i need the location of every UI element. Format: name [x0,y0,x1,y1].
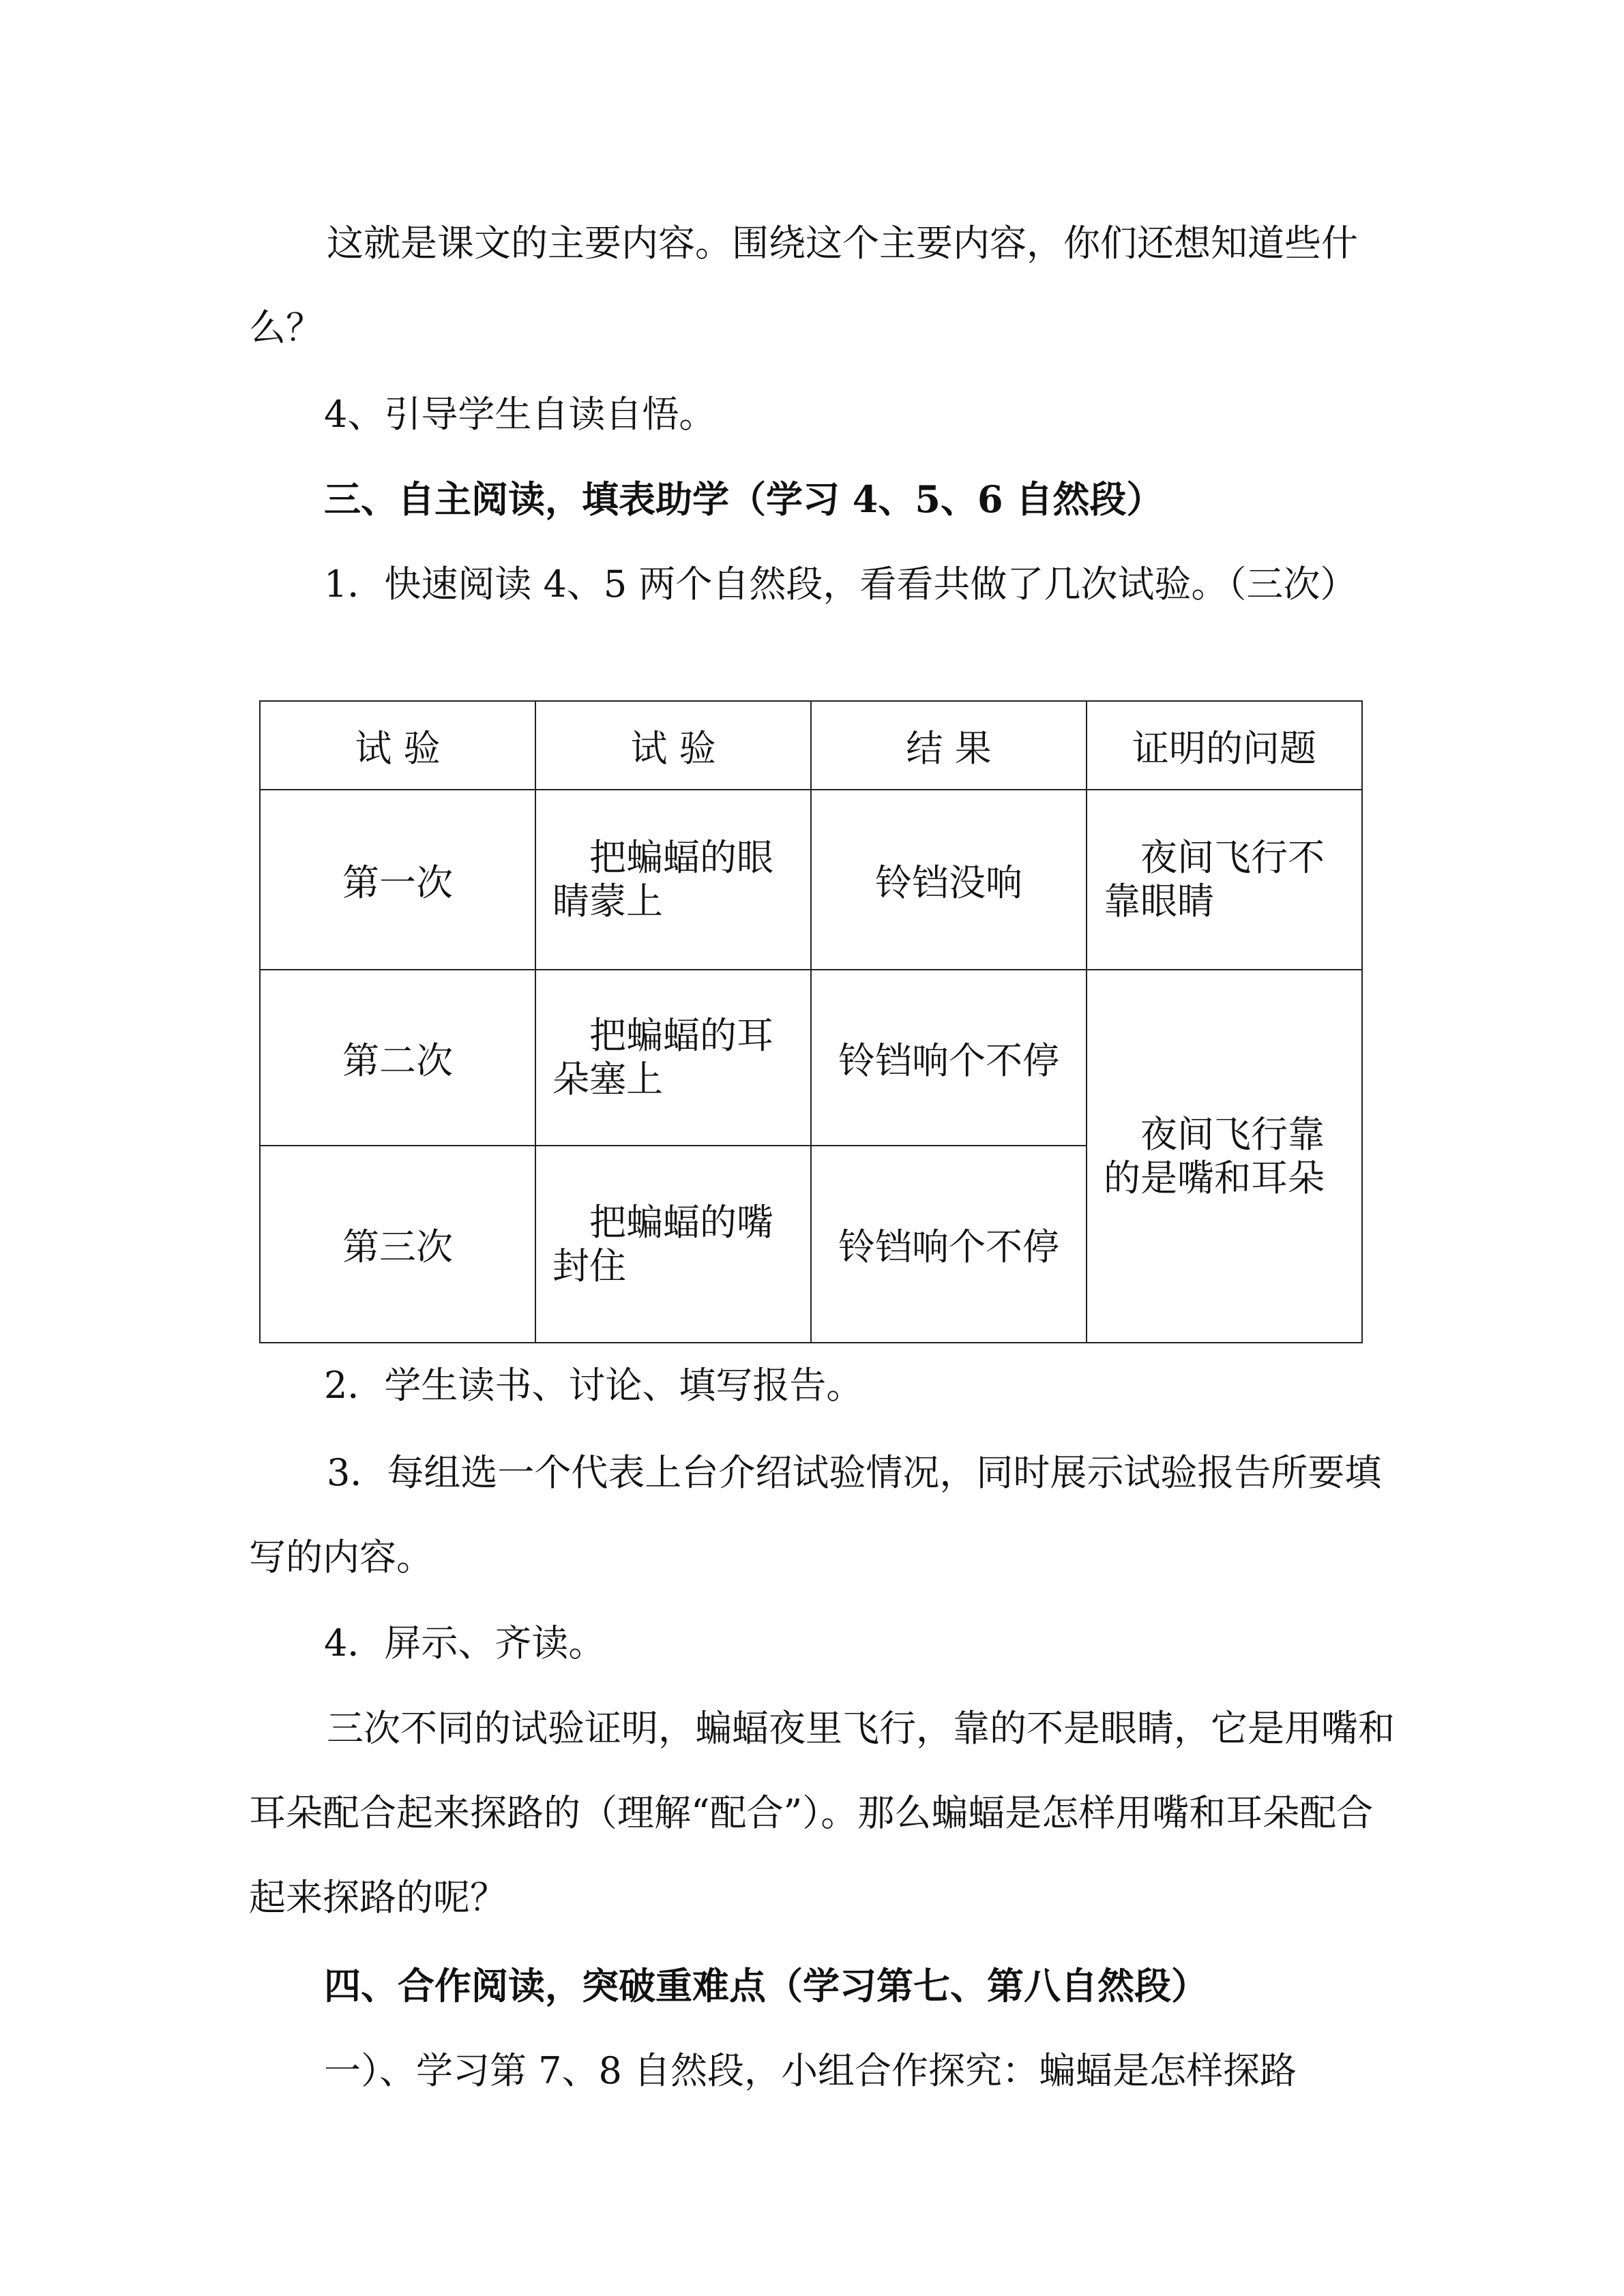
paragraph-quick-read: 1．快速阅读 4、5 两个自然段，看看共做了几次试验。（三次） [324,563,1357,606]
header-result: 结 果 [811,701,1087,790]
cell-action: 把蝙蝠的眼睛蒙上 [535,790,811,970]
paragraph-self-read: 4、引导学生自读自悟。 [324,393,716,436]
header-action: 试 验 [535,701,811,790]
cell-trial: 第二次 [260,970,535,1146]
cell-result: 铃铛响个不停 [811,1146,1087,1343]
cell-result: 铃铛响个不停 [811,970,1087,1146]
cell-trial: 第三次 [260,1146,535,1343]
cell-action: 把蝙蝠的嘴封住 [535,1146,811,1343]
header-proof: 证明的问题 [1087,701,1362,790]
cell-result: 铃铛没响 [811,790,1087,970]
paragraph-discuss: 2．学生读书、讨论、填写报告。 [324,1364,863,1407]
paragraph-main-content: 这就是课文的主要内容。围绕这个主要内容，你们还想知道些什么？ [249,222,1358,349]
section-heading-three: 三、自主阅读，填表助学（学习 4、5、6 自然段） [324,477,1164,521]
cell-trial: 第一次 [260,790,535,970]
cell-proof: 夜间飞行不靠眼睛 [1087,790,1362,970]
table-row [260,790,1362,970]
paragraph-display: 4．屏示、齐读。 [324,1622,606,1665]
paragraph-present: 3．每组选一个代表上台介绍试验情况，同时展示试验报告所要填写的内容。 [249,1451,1382,1579]
section-heading-four: 四、合作阅读，突破重难点（学习第七、第八自然段） [324,1964,1208,2008]
experiment-table [259,700,1363,1343]
paragraph-group-study: 一）、学习第 7、8 自然段，小组合作探究：蝙蝠是怎样探路 [324,2049,1297,2092]
cell-proof: 夜间飞行靠的是嘴和耳朵 [1087,970,1362,1343]
table-header-row [260,701,1362,790]
table-row [260,970,1362,1146]
cell-action: 把蝙蝠的耳朵塞上 [535,970,811,1146]
paragraph-conclusion: 三次不同的试验证明，蝙蝠夜里飞行，靠的不是眼睛，它是用嘴和耳朵配合起来探路的（理解“配合”）。那么蝙蝠是怎样用嘴和耳朵配合起来探路的呢？ [249,1707,1395,1919]
header-trial: 试 验 [260,701,535,790]
